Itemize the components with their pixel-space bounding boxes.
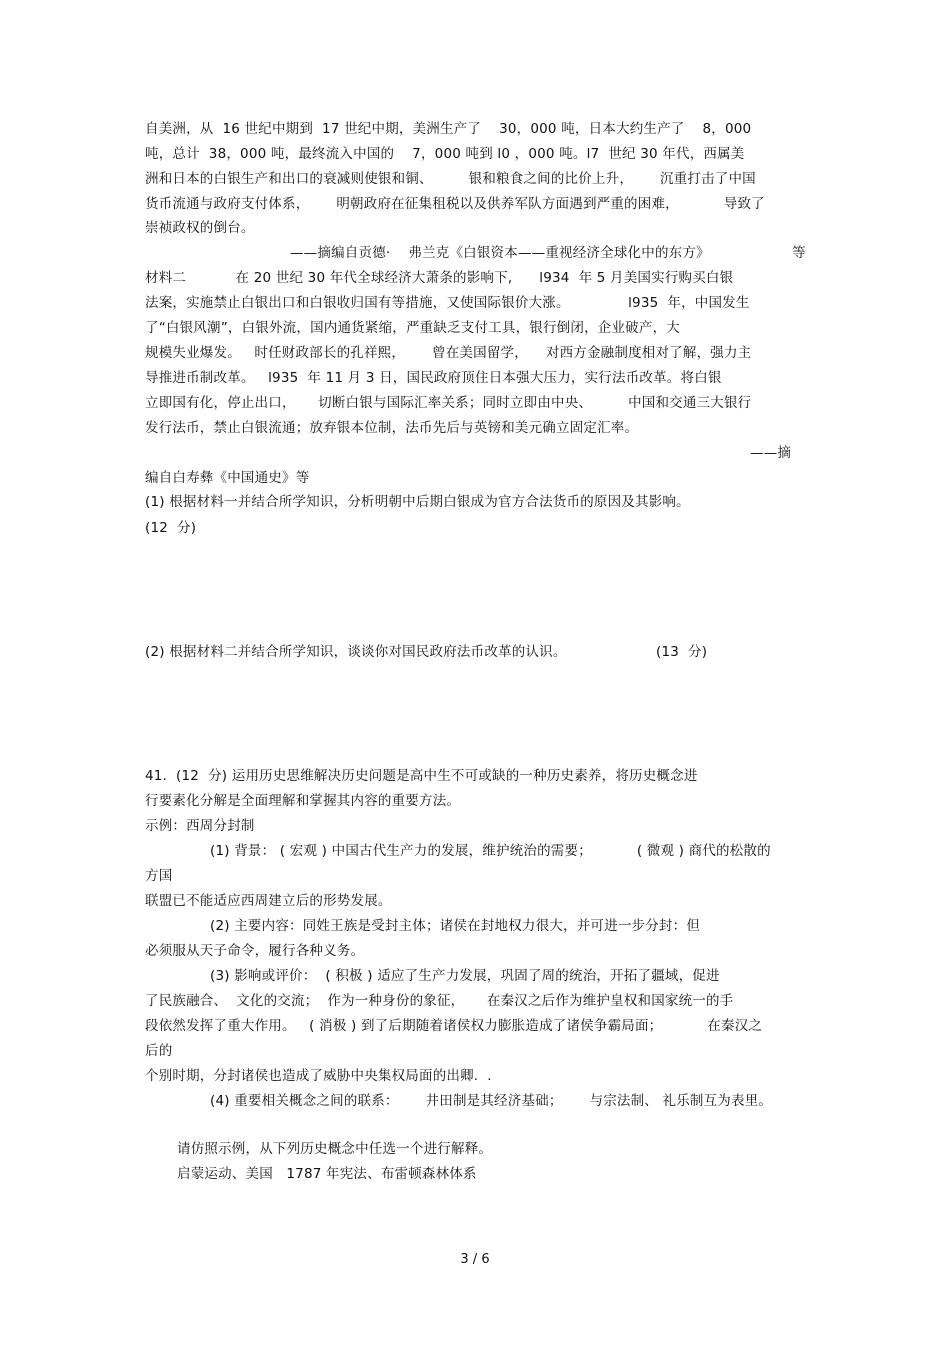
material-two-line: 导推进币制改革。 l935 年 11 月 3 日，国民政府顶住日本强大压力，实行法币改革。将白银 xyxy=(145,370,722,386)
q41-line: (2) 主要内容：同姓王族是受封主体；诸侯在封地权力很大，并可进一步分封：但 xyxy=(210,918,701,934)
q41-line: 41. (12 分) 运用历史思维解决历史问题是高中生不可或缺的一种历史素养，将历史概念进 xyxy=(145,768,698,784)
material-two-source-dash: ——摘 xyxy=(750,445,792,461)
question-1-score: (12 分) xyxy=(145,520,197,536)
material-one-line: 货币流通与政府支付体系， 明朝政府在征集租税以及供养军队方面遇到严重的困难， 导致了 xyxy=(145,196,765,212)
material-two-line: 规模失业爆发。 时任财政部长的孔祥熙， 曾在美国留学， 对西方金融制度相对了解，强力主 xyxy=(145,345,752,361)
material-one-source: ——摘编自贡德· 弗兰克《白银资本——重视经济全球化中的东方》 xyxy=(290,245,710,261)
q41-instruction: 请仿照示例，从下列历史概念中任选一个进行解释。 xyxy=(177,1141,493,1157)
page-number: 3 / 6 xyxy=(460,1252,490,1267)
q41-line: 个别时期，分封诸侯也造成了威胁中央集权局面的出卿. . xyxy=(145,1068,492,1084)
material-one-line: 崇祯政权的倒台。 xyxy=(145,220,255,236)
material-two-line: 了“白银风潮”，白银外流，国内通货紧缩，严重缺乏支付工具，银行倒闭，企业破产，大 xyxy=(145,320,680,336)
material-two-line: 立即国有化，停止出口， 切断白银与国际汇率关系；同时立即由中央、 中国和交通三大银行 xyxy=(145,395,752,411)
material-two-line: 发行法币，禁止白银流通；放弃银本位制，法币先后与英镑和美元确立固定汇率。 xyxy=(145,420,639,436)
q41-line: 示例：西周分封制 xyxy=(145,818,255,834)
question-2: (2) 根据材料二并结合所学知识，谈谈你对国民政府法币改革的认识。 xyxy=(145,644,567,660)
q41-line: (3) 影响或评价： ( 积极 ) 适应了生产力发展，巩固了周的统治，开拓了疆域，促进 xyxy=(210,968,720,984)
q41-line: (4) 重要相关概念之间的联系： 井田制是其经济基础； 与宗法制、 礼乐制互为表里。 xyxy=(210,1093,773,1109)
material-one-line: 吨，总计 38，000 吨，最终流入中国的 7，000 吨到 l0 ，000 吨。l7 世纪 30 年代，西属美 xyxy=(145,146,745,162)
material-one-source-suffix: 等 xyxy=(792,245,806,261)
material-two-line: 材料二 在 20 世纪 30 年代全球经济大萧条的影响下, l934 年 5 月美国实行购买白银 xyxy=(145,270,734,286)
q41-line: 后的 xyxy=(145,1043,173,1059)
q41-line: 段依然发挥了重大作用。 ( 消极 ) 到了后期随着诸侯权力膨胀造成了诸侯争霸局面； 在秦汉之 xyxy=(145,1018,763,1034)
q41-line: (1) 背景： ( 宏观 ) 中国古代生产力的发展，维护统治的需要； ( 微观 ) 商代的松散的 xyxy=(210,843,771,859)
material-two-line: 法案，实施禁止白银出口和白银收归国有等措施，又使国际银价大涨。 l935 年，中国发生 xyxy=(145,295,750,311)
q41-line: 必须服从天子命令，履行各种义务。 xyxy=(145,943,365,959)
q41-line: 联盟已不能适应西周建立后的形势发展。 xyxy=(145,893,392,909)
q41-line: 了民族融合、 文化的交流； 作为一种身份的象征， 在秦汉之后作为维护皇权和国家统一的手 xyxy=(145,993,734,1009)
question-1: (1) 根据材料一并结合所学知识，分析明朝中后期白银成为官方合法货币的原因及其影响。 xyxy=(145,494,690,510)
material-one-line: 洲和日本的白银生产和出口的衰减则使银和铜、 银和粮食之间的比价上升， 沉重打击了中国 xyxy=(145,171,756,187)
material-one-line: 自美洲，从 16 世纪中期到 17 世纪中期，美洲生产了 30，000 吨，日本大约生产了 8，000 xyxy=(145,121,752,137)
question-2-score: (13 分) xyxy=(656,644,708,660)
q41-line: 方国 xyxy=(145,868,173,884)
q41-options: 启蒙运动、美国 1787 年宪法、布雷顿森林体系 xyxy=(177,1166,477,1182)
material-two-source: 编自白寿彝《中国通史》等 xyxy=(145,470,310,486)
q41-line: 行要素化分解是全面理解和掌握其内容的重要方法。 xyxy=(145,793,461,809)
